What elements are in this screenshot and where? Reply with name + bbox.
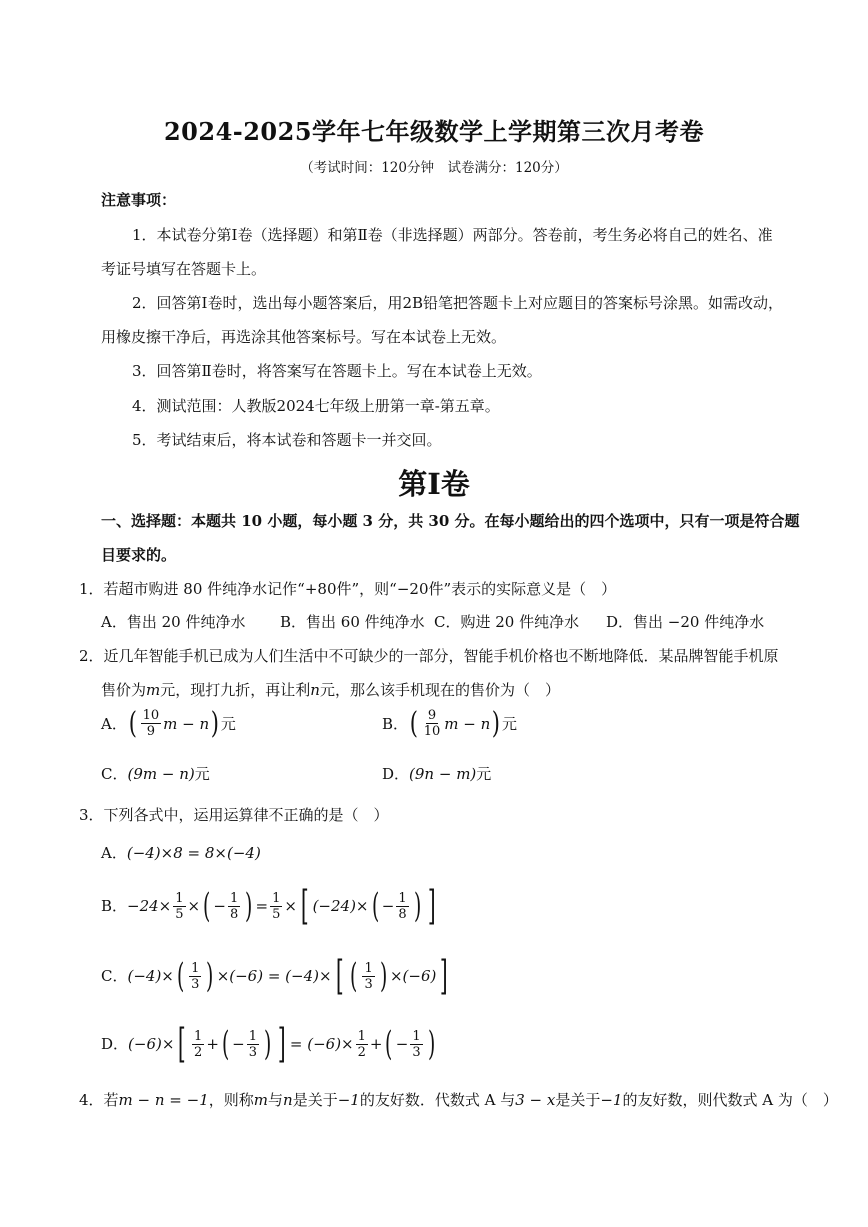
expression: ×(−6) = (−4)×: [216, 967, 332, 985]
numerator: 1: [357, 1028, 366, 1044]
denominator: 5: [175, 906, 184, 922]
notice-heading: 注意事项：: [101, 191, 177, 209]
option-label: C．: [101, 765, 128, 783]
notice-item-2a: 2．回答第Ⅰ卷时，选出每小题答案后，用2B铅笔把答题卡上对应题目的答案标号涂黑。如需改动，: [132, 294, 784, 312]
fraction: [247, 1029, 259, 1060]
operator: ×: [187, 897, 201, 915]
denominator: 3: [412, 1044, 421, 1060]
q1-option-c: C．购进 20 件纯净水: [434, 613, 580, 631]
fraction: [141, 708, 162, 739]
q2-option-c: [101, 764, 210, 784]
denominator: 8: [398, 906, 407, 922]
numerator: 1: [175, 890, 184, 906]
numerator: 1: [412, 1028, 421, 1044]
q2-stem-part: 售价为: [101, 681, 147, 699]
expression: (−6)×: [128, 1035, 175, 1053]
q2-stem-line2: [101, 680, 560, 700]
q3-option-d: D． (−6)× [ $\frac{1}{2}$ + ( − $\frac{1}{3}$ ) ] = (−6)× $\frac{1}{2}$ + ( − $\frac{1}{3}$ ): [101, 1021, 435, 1067]
part1-heading-line1: 一、选择题：本题共 10 小题，每小题 3 分，共 30 分。在每小题给出的四个选项中，只有一项是符合题: [101, 512, 800, 530]
expression: −1: [337, 1091, 360, 1109]
fraction: [396, 891, 408, 922]
q3-option-c: C． (−4)× ( $\frac{1}{3}$ ) ×(−6) = (−4)× [ ( $\frac{1}{3}$ ) ×(−6) ]: [101, 953, 449, 999]
option-label: A．: [101, 714, 127, 733]
text: ，则称: [208, 1091, 254, 1109]
operator: =: [255, 897, 269, 915]
q2-option-d: [382, 764, 491, 784]
numerator: 1: [272, 890, 281, 906]
fraction: [192, 1029, 204, 1060]
part1-heading-line2: 目要求的。: [101, 546, 177, 564]
denominator: 3: [191, 976, 200, 992]
expression: = (−6)×: [289, 1035, 354, 1053]
option-label: D．: [101, 1035, 129, 1053]
q2-option-a: A． ( $\frac{10}{9}$ m − n ) 元: [101, 705, 236, 741]
fraction: [356, 1029, 368, 1060]
q1-option-a: A．售出 20 件纯净水: [101, 613, 246, 631]
numerator: 10: [142, 708, 160, 723]
denominator: 5: [272, 906, 281, 922]
q2-option-b: B． ( $\frac{9}{10}$ m − n ) 元: [382, 705, 518, 741]
variable: m: [253, 1091, 269, 1109]
option-label: A．: [101, 844, 127, 862]
fraction: [228, 891, 240, 922]
q3-stem: 3．下列各式中，运用运算律不正确的是（ ）: [79, 806, 389, 824]
text: 的友好数．代数式 A 与: [359, 1091, 516, 1109]
unit: 元: [194, 765, 210, 783]
denominator: 3: [364, 976, 373, 992]
q2-var-m: m: [146, 681, 161, 699]
q3-option-b: B． −24× $\frac{1}{5}$ × ( − $\frac{1}{8}$ ) = $\frac{1}{5}$ × [ (−24)× ( − $\frac{1}{8}$ ) ]: [101, 883, 436, 929]
notice-item-2b: 用橡皮擦干净后，再选涂其他答案标号。写在本试卷上无效。: [101, 328, 507, 346]
fraction: [270, 891, 282, 922]
q2-stem-line1: 2．近几年智能手机已成为人们生活中不可缺少的一部分，智能手机价格也不断地降低．某品牌智能手机原: [79, 647, 779, 665]
numerator: 9: [427, 708, 437, 723]
expression: (−4)×8 = 8×(−4): [126, 844, 261, 862]
text: 是关于: [292, 1091, 338, 1109]
q4-stem: [79, 1090, 838, 1110]
fraction: [410, 1029, 422, 1060]
q1-option-d: D．售出 −20 件纯净水: [606, 613, 765, 631]
text: 4．若: [79, 1091, 119, 1109]
text: 的友好数，则代数式 A 为（ ）: [622, 1091, 838, 1109]
q1-stem: 1．若超市购进 80 件纯净水记作“+80件”，则“−20件”表示的实际意义是（ ）: [79, 580, 617, 598]
expression: ×(−6): [389, 967, 437, 985]
denominator: 8: [229, 906, 239, 922]
numerator: 1: [194, 1028, 203, 1044]
expression: −1: [600, 1091, 623, 1109]
operator: ×: [284, 897, 297, 915]
denominator: 3: [248, 1044, 258, 1060]
expression: (−24)×: [312, 897, 369, 915]
numerator: 1: [248, 1028, 258, 1044]
q2-stem-part: 元，现打九折，再让利: [160, 681, 311, 699]
text: 与: [268, 1091, 284, 1109]
q3-option-a: [101, 843, 261, 863]
numerator: 1: [398, 890, 407, 906]
unit: 元: [220, 714, 236, 733]
q2-var-n: n: [310, 681, 320, 699]
notice-item-1b: 考证号填写在答题卡上。: [101, 260, 267, 278]
denominator: 2: [194, 1044, 203, 1060]
denominator: 10: [423, 724, 441, 739]
operator: +: [206, 1035, 219, 1053]
option-label: D．: [382, 765, 410, 783]
notice-item-3: 3．回答第Ⅱ卷时，将答案写在答题卡上。写在本试卷上无效。: [132, 362, 542, 380]
expression: (−4)×: [127, 967, 174, 985]
exam-info: （考试时间：120分钟 试卷满分：120分）: [300, 160, 568, 176]
variable: n: [283, 1091, 293, 1109]
expression: (9n − m): [409, 765, 477, 783]
notice-item-5: 5．考试结束后，将本试卷和答题卡一并交回。: [132, 431, 442, 449]
unit: 元: [502, 714, 518, 733]
q2-stem-part: 元，那么该手机现在的售价为（ ）: [319, 681, 560, 699]
expression: m − n: [444, 714, 491, 733]
notice-item-1a: 1．本试卷分第Ⅰ卷（选择题）和第Ⅱ卷（非选择题）两部分。答卷前，考生务必将自己的姓名、准: [132, 226, 773, 244]
page-title: 2024-2025学年七年级数学上学期第三次月考卷: [163, 117, 705, 146]
option-label: B．: [382, 714, 409, 733]
option-label: C．: [101, 967, 128, 985]
expression: 3 − x: [515, 1091, 556, 1109]
expression: −24×: [127, 897, 172, 915]
fraction: [422, 708, 443, 739]
fraction: [173, 891, 185, 922]
expression: m − n = −1: [118, 1091, 209, 1109]
text: 是关于: [555, 1091, 601, 1109]
option-label: B．: [101, 897, 128, 915]
denominator: 9: [146, 724, 155, 739]
numerator: 1: [191, 960, 200, 976]
fraction: [362, 961, 374, 992]
q1-option-b: B．售出 60 件纯净水: [280, 613, 425, 631]
denominator: 2: [357, 1044, 366, 1060]
numerator: 1: [229, 890, 239, 906]
numerator: 1: [364, 960, 373, 976]
fraction: [189, 961, 201, 992]
notice-item-4: 4．测试范围：人教版2024七年级上册第一章-第五章。: [132, 397, 500, 415]
unit: 元: [476, 765, 492, 783]
section-title: 第Ⅰ卷: [398, 467, 470, 501]
expression: m − n: [163, 714, 210, 733]
operator: +: [369, 1035, 383, 1053]
expression: (9m − n): [127, 765, 195, 783]
